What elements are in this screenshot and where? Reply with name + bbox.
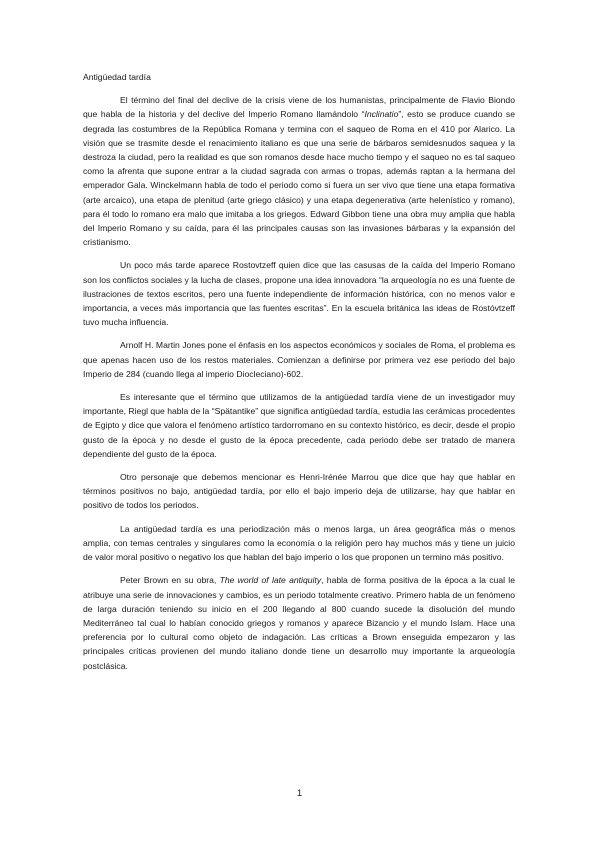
body-paragraph xyxy=(83,573,515,672)
document-body xyxy=(83,70,515,682)
page-number: 1 xyxy=(296,788,303,799)
paragraph-text: Peter Brown en su obra, xyxy=(120,575,220,586)
paragraph-list xyxy=(83,93,515,673)
body-paragraph xyxy=(83,258,515,329)
paragraph-text: Un poco más tarde aparece Rostovtzeff quien dice que las casusas de la caída del Imperio Romano son los conflictos sociales y la lucha de clases, propone una idea innovadora “la arqueología no es una fuente de ilustraciones de textos escritos, pero una fuente independiente de información histórica, con no menos valor e importancia, a veces más importancia que las fuentes escritas”. En la escuela británica las ideas de Rostóvtzeff tuvo mucha influencia. xyxy=(83,260,515,328)
paragraph-text: La antigüedad tardía es una periodización más o menos larga, un área geográfica más o menos amplia, con temas centrales y singulares como la economía o la religión pero hay muchos más y tiene un juicio de valor moral positivo o negativo los que hablan del bajo imperio o los que proponen un termino más positivo. xyxy=(83,523,515,563)
body-paragraph xyxy=(83,338,515,381)
body-paragraph xyxy=(83,93,515,249)
paragraph-text: El término del final del declive de la crisis viene de los humanistas, principalmente de Flavio Biondo que habla de la historia y del declive del Imperio Romano llamándolo “ xyxy=(83,95,515,120)
body-paragraph xyxy=(83,390,515,461)
body-paragraph xyxy=(83,522,515,565)
section-heading: Antigüedad tardía xyxy=(83,72,151,82)
italic-text: Inclinatio xyxy=(364,109,399,120)
paragraph-text: ”, esto se produce cuando se degrada las costumbres de la República Romana y termina con el saqueo de Roma en el 410 por Alarico. La visión que se trasmite desde el renacimiento italiano es que una serie de bárbaros semidesnudos saquea y la destroza la ciudad, pero la realidad es que son romanos desde hace mucho tiempo y el saqueo no es tal saqueo como la afrenta que supone entrar a la ciudad sagrada con armas o tropas, además raptan a la hermana del emperador Gala. Winckelmann habla de todo el periodo como si fuera un ser vivo que tiene una etapa formativa (arte arcaico), una etapa de plenitud (arte griego clásico) y una etapa degenerativa (arte helenístico y romano), para él todo lo romano era malo que imitaba a los griegos. Edward Gibbon tiene una obra muy amplia que habla del Imperio Romano y su caída, para él las principales causas son las invasiones bárbaras y la expansión del cristianismo. xyxy=(83,109,515,248)
paragraph-text: Otro personaje que debemos mencionar es Henri-Irénée Marrou que dice que hay que hablar en términos positivos no bajo, antigüedad tardía, por ello el bajo imperio deja de utilizarse, hay que hablar en positivo de todos los periodos. xyxy=(83,472,515,511)
paragraph-text: Arnolf H. Martin Jones pone el énfasis en los aspectos económicos y sociales de Roma, el problema es que apenas hacen uso de los restos materiales. Comienzan a definirse por primera vez ese periodo del bajo Imperio de 284 (cuando llega al imperio Diocleciano)-602. xyxy=(83,340,515,379)
paragraph-text: , habla de forma positiva de la época a la cual le atribuye una serie de innovaciones y cambios, es un periodo totalmente creativo. Primero habla de un fenómeno de larga duración teniendo su inicio en el 200 llegando al 800 cuando sucede la disolución del mundo Mediterráneo tal cual lo habían conocido griegos y romanos y aparece Bizancio y el mundo Islam. Hace una preferencia por lo cultural como objeto de indagación. Las críticas a Brown enseguida empezaron y las principales críticas provienen del mundo italiano donde tiene un desarrollo muy importante la arqueología postclásica. xyxy=(83,575,515,671)
paragraph-text: Es interesante que el término que utilizamos de la antigüedad tardía viene de un investigador muy importante, Riegl que habla de la “Spätantike” que significa antigüedad tardía, estudia las cerámicas procedentes de Egipto y dice que valora el fenómeno artístico tardorromano en su contexto histórico, es decir, desde el propio gusto de la época y no desde el gusto de la época precedente, cada periodo debe ser tratado de manera dependiente del gusto de la época. xyxy=(83,392,515,459)
body-paragraph xyxy=(83,470,515,513)
italic-text: The world of late antiquity xyxy=(219,575,322,586)
